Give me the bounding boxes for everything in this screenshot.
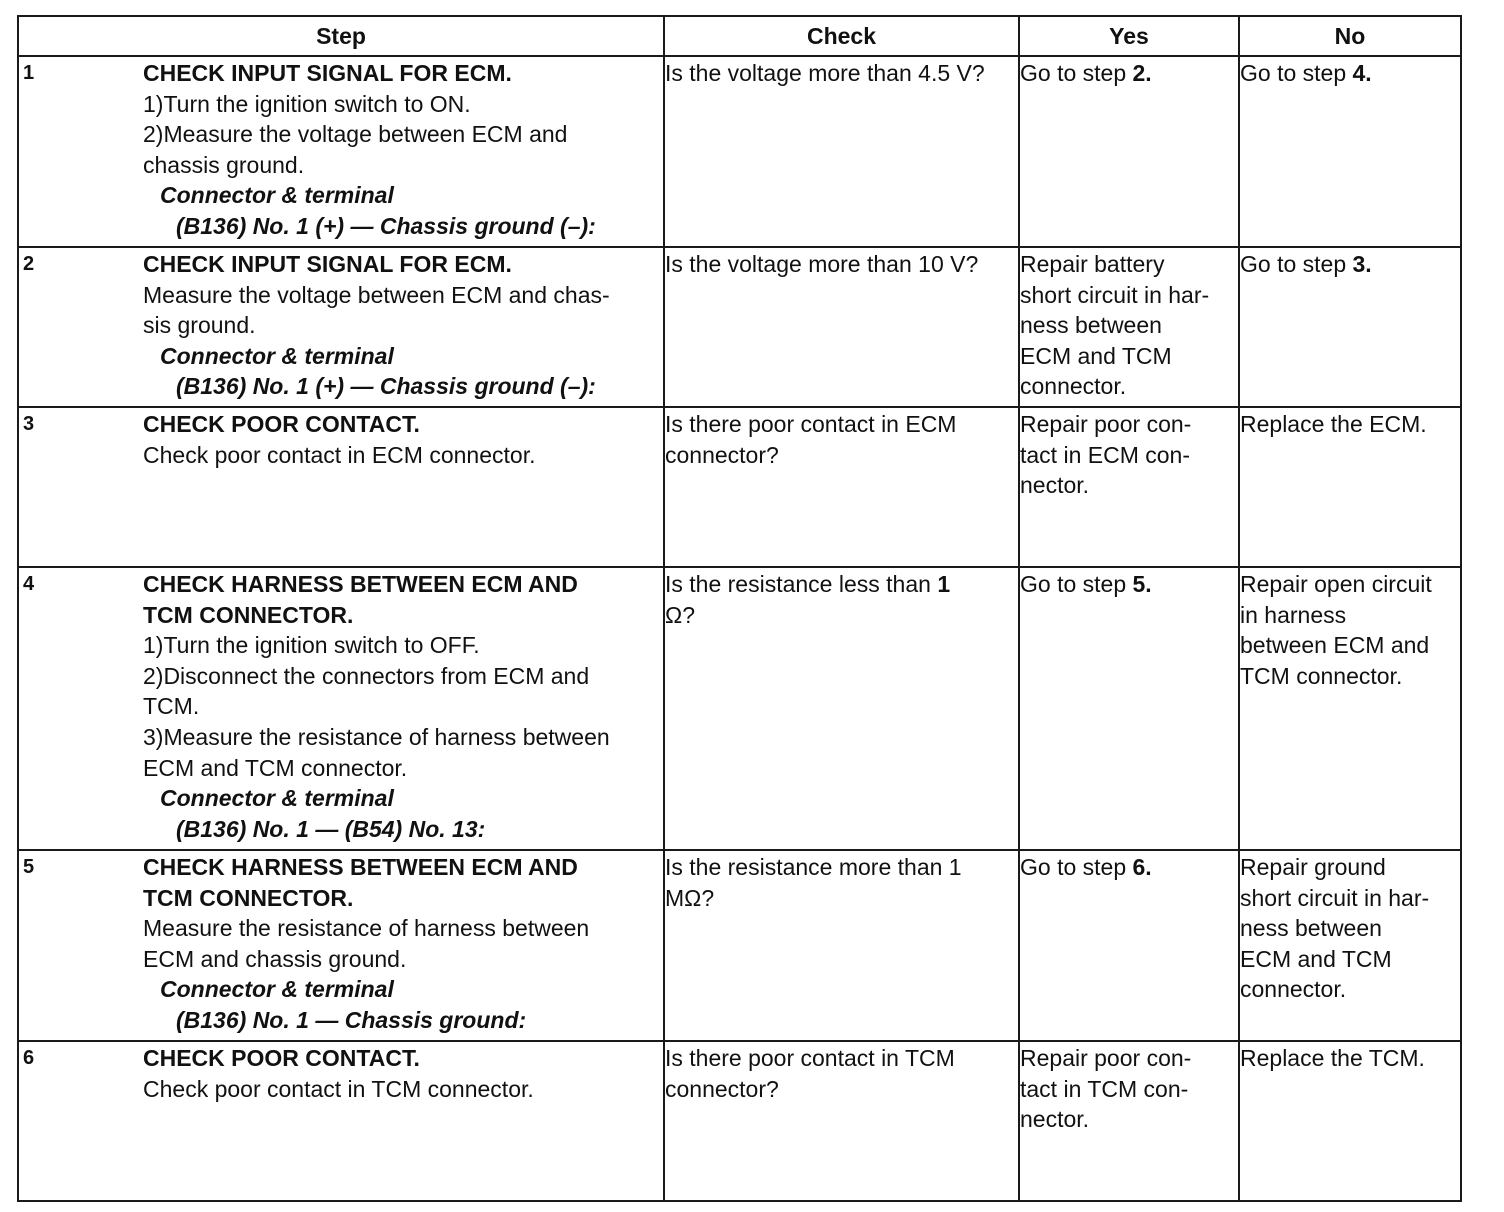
- step-instruction: sis ground.: [143, 312, 256, 339]
- connector-label: Connector & terminal: [160, 182, 394, 209]
- yes-text: tact in ECM con-: [1020, 441, 1190, 468]
- no-text: Go to step: [1240, 251, 1353, 277]
- table-row: [18, 850, 1461, 1041]
- yes-text: ness between: [1020, 312, 1162, 339]
- connector-terminal: (B136) No. 1 — (B54) No. 13:: [176, 815, 486, 842]
- no-text: Repair open circuit: [1240, 571, 1432, 597]
- check-cell: [664, 56, 1019, 247]
- yes-cell: [1019, 567, 1239, 850]
- step-cell: [18, 56, 664, 247]
- check-text: connector?: [665, 441, 779, 468]
- check-text: Ω?: [665, 601, 695, 628]
- step-title: CHECK INPUT SIGNAL FOR ECM.: [143, 60, 512, 86]
- table-row: [18, 407, 1461, 567]
- no-cell: [1239, 247, 1461, 407]
- no-text: between ECM and: [1240, 632, 1430, 659]
- yes-text: ECM and TCM: [1020, 342, 1172, 369]
- no-text: ness between: [1240, 915, 1382, 942]
- yes-text: short circuit in har-: [1020, 281, 1210, 308]
- yes-text: Go to step: [1020, 571, 1133, 597]
- step-title: CHECK POOR CONTACT.: [143, 411, 420, 437]
- table-row: [18, 247, 1461, 407]
- no-text: Go to step: [1240, 60, 1353, 86]
- check-text: Is the resistance more than 1: [665, 854, 962, 880]
- connector-terminal: (B136) No. 1 — Chassis ground:: [176, 1006, 527, 1033]
- header-yes: Yes: [1019, 16, 1239, 56]
- connector-label: Connector & terminal: [160, 785, 394, 812]
- no-step-ref: 4.: [1352, 60, 1372, 86]
- step-cell: [18, 247, 664, 407]
- connector-terminal: (B136) No. 1 (+) — Chassis ground (–):: [176, 373, 596, 400]
- step-number: 4: [23, 573, 35, 595]
- yes-cell: [1019, 56, 1239, 247]
- step-number: 6: [23, 1047, 35, 1069]
- step-number: 2: [23, 253, 35, 275]
- check-value: 1: [937, 571, 951, 597]
- no-text: ECM and TCM: [1240, 945, 1392, 972]
- yes-step-ref: 5.: [1132, 571, 1152, 597]
- connector-label: Connector & terminal: [160, 976, 394, 1003]
- step-instruction: 2)Disconnect the connectors from ECM and: [143, 662, 590, 689]
- yes-text: connector.: [1020, 373, 1127, 400]
- step-title: CHECK HARNESS BETWEEN ECM AND: [143, 854, 578, 880]
- yes-text: Repair battery: [1020, 251, 1165, 277]
- header-step: Step: [18, 16, 664, 56]
- yes-cell: [1019, 247, 1239, 407]
- no-text: TCM connector.: [1240, 662, 1403, 689]
- check-text: connector?: [665, 1075, 779, 1102]
- diagnostic-procedure: [17, 15, 1460, 1202]
- connector-label: Connector & terminal: [160, 342, 394, 369]
- step-instruction: 1)Turn the ignition switch to OFF.: [143, 632, 480, 659]
- connector-terminal: (B136) No. 1 (+) — Chassis ground (–):: [176, 212, 596, 239]
- step-title: CHECK POOR CONTACT.: [143, 1045, 420, 1071]
- table-header-row: [18, 16, 1461, 56]
- step-number: 3: [23, 413, 35, 435]
- check-text: Is the voltage more than 10 V?: [665, 251, 979, 277]
- no-cell: [1239, 850, 1461, 1041]
- no-step-ref: 3.: [1352, 251, 1372, 277]
- no-text: short circuit in har-: [1240, 884, 1430, 911]
- yes-text: Repair poor con-: [1020, 411, 1192, 437]
- check-text: Is the voltage more than 4.5 V?: [665, 60, 985, 86]
- yes-text: nector.: [1020, 472, 1090, 499]
- yes-text: Go to step: [1020, 60, 1133, 86]
- no-text: in harness: [1240, 601, 1347, 628]
- check-cell: [664, 247, 1019, 407]
- step-instruction: 1)Turn the ignition switch to ON.: [143, 90, 471, 117]
- yes-text: nector.: [1020, 1106, 1090, 1133]
- diagnostic-table: [17, 15, 1462, 1202]
- yes-cell: [1019, 407, 1239, 567]
- step-instruction: Measure the voltage between ECM and chas-: [143, 281, 610, 308]
- step-number: 5: [23, 856, 35, 878]
- no-cell: [1239, 1041, 1461, 1201]
- yes-text: Repair poor con-: [1020, 1045, 1192, 1071]
- yes-step-ref: 2.: [1132, 60, 1152, 86]
- yes-step-ref: 6.: [1132, 854, 1152, 880]
- no-text: Replace the TCM.: [1240, 1045, 1425, 1071]
- check-cell: [664, 567, 1019, 850]
- table-row: [18, 567, 1461, 850]
- step-instruction: Check poor contact in ECM connector.: [143, 441, 536, 468]
- check-text: Is there poor contact in ECM: [665, 411, 957, 437]
- yes-text: tact in TCM con-: [1020, 1075, 1189, 1102]
- no-text: connector.: [1240, 976, 1347, 1003]
- step-instruction: 3)Measure the resistance of harness between: [143, 723, 610, 750]
- header-check: Check: [664, 16, 1019, 56]
- no-cell: [1239, 567, 1461, 850]
- step-instruction: TCM.: [143, 693, 200, 720]
- step-instruction: chassis ground.: [143, 151, 305, 178]
- step-title: TCM CONNECTOR.: [143, 601, 354, 628]
- check-cell: [664, 1041, 1019, 1201]
- step-title: CHECK INPUT SIGNAL FOR ECM.: [143, 251, 512, 277]
- check-text: Is there poor contact in TCM: [665, 1045, 955, 1071]
- no-cell: [1239, 407, 1461, 567]
- step-instruction: 2)Measure the voltage between ECM and: [143, 121, 568, 148]
- step-instruction: ECM and chassis ground.: [143, 945, 407, 972]
- header-no: No: [1239, 16, 1461, 56]
- step-instruction: Check poor contact in TCM connector.: [143, 1075, 534, 1102]
- step-title: CHECK HARNESS BETWEEN ECM AND: [143, 571, 578, 597]
- table-row: [18, 1041, 1461, 1201]
- yes-cell: [1019, 1041, 1239, 1201]
- step-cell: [18, 407, 664, 567]
- no-text: Replace the ECM.: [1240, 411, 1427, 437]
- check-text: MΩ?: [665, 884, 715, 911]
- step-cell: [18, 1041, 664, 1201]
- check-text: Is the resistance less than: [665, 571, 938, 597]
- step-instruction: ECM and TCM connector.: [143, 754, 408, 781]
- table-row: [18, 56, 1461, 247]
- yes-text: Go to step: [1020, 854, 1133, 880]
- no-text: Repair ground: [1240, 854, 1386, 880]
- check-cell: [664, 850, 1019, 1041]
- step-number: 1: [23, 62, 35, 84]
- step-cell: [18, 567, 664, 850]
- no-cell: [1239, 56, 1461, 247]
- yes-cell: [1019, 850, 1239, 1041]
- step-cell: [18, 850, 664, 1041]
- step-instruction: Measure the resistance of harness between: [143, 915, 590, 942]
- check-cell: [664, 407, 1019, 567]
- step-title: TCM CONNECTOR.: [143, 884, 354, 911]
